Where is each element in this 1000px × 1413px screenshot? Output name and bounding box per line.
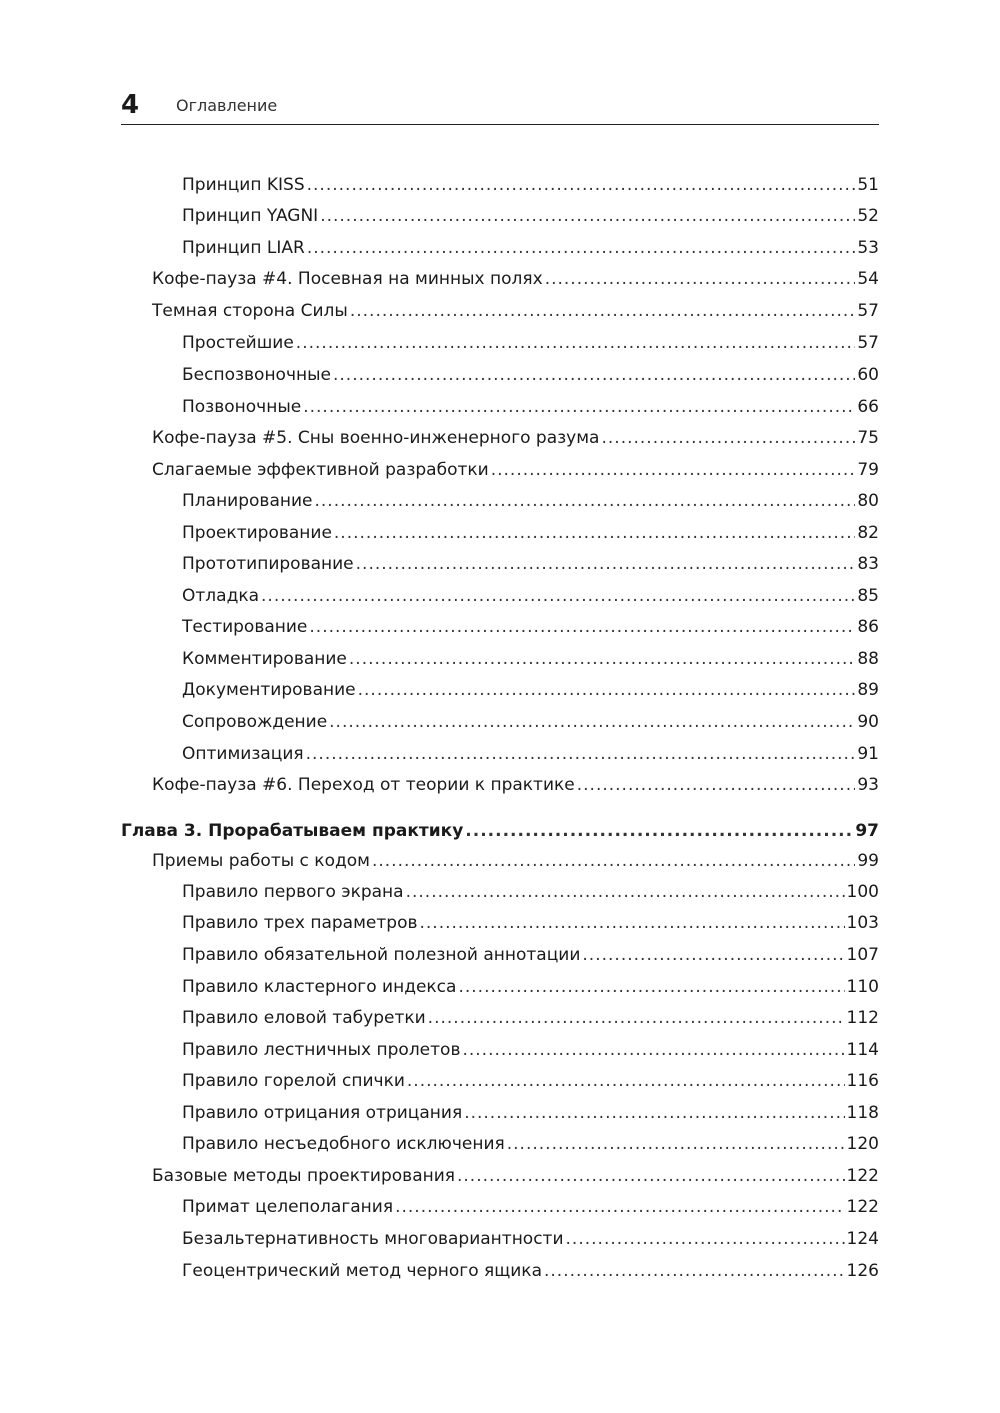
toc-entry-page-number: 99 — [857, 851, 879, 871]
toc-entry-page-number: 122 — [846, 1197, 879, 1217]
toc-entry-title: Правило отрицания отрицания — [182, 1103, 463, 1123]
toc-chapter-entry — [121, 818, 879, 844]
toc-entry-page-number: 51 — [857, 175, 879, 195]
toc-entry-page-number: 110 — [846, 977, 879, 997]
toc-section-entry — [152, 457, 879, 483]
toc-entry-title: Правило горелой спички — [182, 1071, 405, 1091]
toc-entry-page-number: 80 — [857, 491, 879, 511]
toc-entry-title: Глава 3. Прорабатываем практику — [121, 821, 464, 841]
toc-entry-title: Кофе-пауза #5. Сны военно-инженерного разума — [152, 428, 600, 448]
toc-entry-title: Отладка — [182, 586, 260, 606]
dot-leader — [462, 1037, 844, 1063]
toc-subsection-entry — [182, 709, 879, 735]
toc-subsection-entry — [182, 879, 879, 905]
dot-leader — [407, 1068, 845, 1094]
dot-leader — [465, 818, 853, 844]
toc-entry-page-number: 90 — [857, 712, 879, 732]
toc-entry-page-number: 82 — [857, 523, 879, 543]
dot-leader — [545, 266, 856, 292]
toc-entry-page-number: 57 — [857, 301, 879, 321]
dot-leader — [358, 677, 856, 703]
toc-section-entry — [152, 772, 879, 798]
dot-leader — [306, 741, 856, 767]
toc-entry-page-number: 85 — [857, 586, 879, 606]
toc-subsection-entry — [182, 942, 879, 968]
dot-leader — [329, 709, 855, 735]
toc-section-entry — [152, 1163, 879, 1189]
dot-leader — [420, 910, 845, 936]
toc-entry-page-number: 60 — [857, 365, 879, 385]
header-rule — [121, 124, 879, 125]
toc-entry-title: Кофе-пауза #6. Переход от теории к практике — [152, 775, 575, 795]
dot-leader — [307, 235, 856, 261]
dot-leader — [464, 1100, 844, 1126]
toc-section-entry — [152, 298, 879, 324]
toc-subsection-entry — [182, 172, 879, 198]
toc-subsection-entry — [182, 974, 879, 1000]
dot-leader — [491, 457, 856, 483]
toc-subsection-entry — [182, 614, 879, 640]
toc-subsection-entry — [182, 1226, 879, 1252]
toc-entry-title: Слагаемые эффективной разработки — [152, 460, 489, 480]
toc-entry-page-number: 126 — [846, 1261, 879, 1281]
toc-subsection-entry — [182, 741, 879, 767]
toc-entry-page-number: 57 — [857, 333, 879, 353]
toc-entry-page-number: 112 — [846, 1008, 879, 1028]
toc-entry-title: Принцип LIAR — [182, 238, 305, 258]
page-header — [121, 88, 879, 128]
toc-entry-title: Правило лестничных пролетов — [182, 1040, 461, 1060]
dot-leader — [334, 520, 855, 546]
dot-leader — [261, 583, 855, 609]
toc-section-entry — [152, 425, 879, 451]
toc-subsection-entry — [182, 1194, 879, 1220]
toc-entry-title: Прототипирование — [182, 554, 354, 574]
dot-leader — [601, 425, 855, 451]
toc-subsection-entry — [182, 488, 879, 514]
dot-leader — [349, 646, 855, 672]
toc-entry-title: Правило еловой табуретки — [182, 1008, 426, 1028]
dot-leader — [458, 974, 844, 1000]
toc-subsection-entry — [182, 203, 879, 229]
toc-subsection-entry — [182, 362, 879, 388]
toc-entry-title: Геоцентрический метод черного ящика — [182, 1261, 542, 1281]
toc-entry-page-number: 97 — [855, 821, 879, 841]
toc-subsection-entry — [182, 235, 879, 261]
toc-section-entry — [152, 848, 879, 874]
toc-subsection-entry — [182, 1100, 879, 1126]
dot-leader — [303, 394, 855, 420]
running-title: Оглавление — [176, 96, 278, 115]
toc-entry-page-number: 118 — [846, 1103, 879, 1123]
toc-entry-page-number: 114 — [846, 1040, 879, 1060]
toc-subsection-entry — [182, 1005, 879, 1031]
toc-entry-title: Беспозвоночные — [182, 365, 331, 385]
toc-entry-title: Правило несъедобного исключения — [182, 1134, 505, 1154]
toc-entry-page-number: 54 — [857, 269, 879, 289]
page-number: 4 — [121, 90, 140, 120]
dot-leader — [309, 614, 855, 640]
toc-entry-title: Сопровождение — [182, 712, 328, 732]
toc-entry-page-number: 124 — [846, 1229, 879, 1249]
toc-subsection-entry — [182, 1068, 879, 1094]
toc-entry-page-number: 53 — [857, 238, 879, 258]
toc-subsection-entry — [182, 583, 879, 609]
dot-leader — [372, 848, 855, 874]
toc-entry-title: Тестирование — [182, 617, 308, 637]
toc-entry-title: Безальтернативность многовариантности — [182, 1229, 564, 1249]
toc-entry-title: Планирование — [182, 491, 313, 511]
toc-subsection-entry — [182, 910, 879, 936]
toc-entry-page-number: 52 — [857, 206, 879, 226]
dot-leader — [296, 330, 856, 356]
dot-leader — [566, 1226, 845, 1252]
toc-subsection-entry — [182, 394, 879, 420]
toc-entry-page-number: 75 — [857, 428, 879, 448]
toc-subsection-entry — [182, 1131, 879, 1157]
toc-section-entry — [152, 266, 879, 292]
toc-entry-page-number: 107 — [846, 945, 879, 965]
toc-entry-page-number: 93 — [857, 775, 879, 795]
toc-entry-page-number: 89 — [857, 680, 879, 700]
toc-entry-page-number: 100 — [846, 882, 879, 902]
dot-leader — [428, 1005, 845, 1031]
dot-leader — [406, 879, 845, 905]
dot-leader — [457, 1163, 845, 1189]
toc-entry-page-number: 88 — [857, 649, 879, 669]
toc-entry-title: Правило трех параметров — [182, 913, 418, 933]
toc-entry-title: Оптимизация — [182, 744, 304, 764]
toc-entry-title: Позвоночные — [182, 397, 302, 417]
toc-entry-title: Правило обязательной полезной аннотации — [182, 945, 581, 965]
toc-entry-page-number: 116 — [846, 1071, 879, 1091]
dot-leader — [320, 203, 855, 229]
toc-entry-title: Базовые методы проектирования — [152, 1166, 455, 1186]
toc-entry-title: Принцип KISS — [182, 175, 305, 195]
dot-leader — [507, 1131, 845, 1157]
toc-subsection-entry — [182, 330, 879, 356]
toc-entry-page-number: 91 — [857, 744, 879, 764]
toc-subsection-entry — [182, 646, 879, 672]
toc-entry-page-number: 86 — [857, 617, 879, 637]
toc-entry-title: Комментирование — [182, 649, 347, 669]
dot-leader — [333, 362, 855, 388]
toc-subsection-entry — [182, 551, 879, 577]
toc-subsection-entry — [182, 1258, 879, 1284]
toc-entry-title: Кофе-пауза #4. Посевная на минных полях — [152, 269, 543, 289]
dot-leader — [350, 298, 856, 324]
toc-entry-title: Проектирование — [182, 523, 332, 543]
dot-leader — [307, 172, 856, 198]
dot-leader — [356, 551, 856, 577]
toc-subsection-entry — [182, 520, 879, 546]
toc-subsection-entry — [182, 677, 879, 703]
dot-leader — [577, 772, 856, 798]
toc-entry-title: Примат целеполагания — [182, 1197, 394, 1217]
toc-entry-page-number: 66 — [857, 397, 879, 417]
toc-entry-page-number: 120 — [846, 1134, 879, 1154]
dot-leader — [582, 942, 844, 968]
toc-entry-page-number: 103 — [846, 913, 879, 933]
toc-entry-title: Правило кластерного индекса — [182, 977, 457, 997]
toc-entry-page-number: 83 — [857, 554, 879, 574]
dot-leader — [314, 488, 855, 514]
toc-subsection-entry — [182, 1037, 879, 1063]
dot-leader — [544, 1258, 845, 1284]
toc-entry-page-number: 122 — [846, 1166, 879, 1186]
toc-entry-title: Документирование — [182, 680, 356, 700]
toc-entry-title: Простейшие — [182, 333, 294, 353]
toc-entry-title: Правило первого экрана — [182, 882, 404, 902]
toc-entry-title: Приемы работы с кодом — [152, 851, 370, 871]
dot-leader — [395, 1194, 844, 1220]
toc-entry-title: Темная сторона Силы — [152, 301, 348, 321]
toc-entry-page-number: 79 — [857, 460, 879, 480]
toc-entry-title: Принцип YAGNI — [182, 206, 319, 226]
